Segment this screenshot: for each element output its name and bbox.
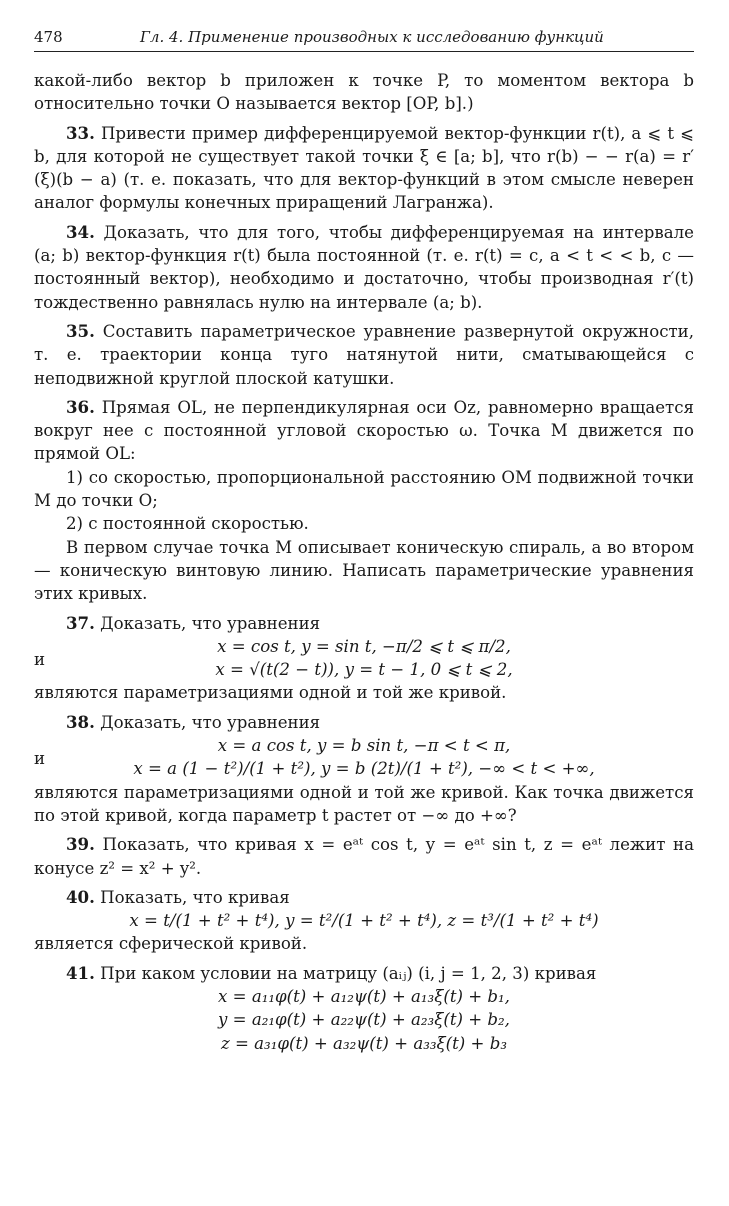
equation: x = a cos t, y = b sin t, −π < t < π, [217, 736, 511, 756]
problem-number: 39. [66, 834, 95, 855]
problem-32-continuation: какой-либо вектор b приложен к точке P, то моментом вектора b относительно точки O называется вектор [OP, b].) [34, 71, 694, 114]
equation: x = √(t(2 − t)), y = t − 1, 0 ⩽ t ⩽ 2, [215, 660, 513, 680]
running-title: Гл. 4. Применение производных к исследованию функций [140, 28, 604, 46]
problem-36-conclusion: В первом случае точка M описывает коническую спираль, а во втором — коническую винтовую линию. Написать параметрические уравнения этих кривых. [34, 537, 694, 604]
problem-text: Показать, что кривая [100, 887, 290, 907]
problem-number: 35. [66, 320, 95, 341]
problem-text: Прямая OL, не перпендикулярная оси Oz, равномерно вращается вокруг нее с постоянной угловой скоростью ω. Точка M движется по прямой OL: [34, 397, 694, 464]
problem-33 [34, 122, 694, 215]
problem-35 [34, 320, 694, 390]
problem-number: 40. [66, 886, 95, 907]
problem-text: Привести пример дифференцируемой вектор-функции r(t), a ⩽ t ⩽ b, для которой не существует такой точки ξ ∈ [a; b], что r(b) − − r(a) = r′(ξ)(b − a) (т. е. показать, что для вектор-функций в этом смысле неверен аналог формулы конечных приращений Лагранжа). [34, 123, 694, 213]
problem-text: Составить параметрическое уравнение развернутой окружности, т. е. траектории конца туго натянутой нити, сматывающейся с неподвижной круглой плоской катушки. [34, 321, 694, 388]
equation: z = a₃₁φ(t) + a₃₂ψ(t) + a₃₃ξ(t) + b₃ [220, 1033, 508, 1053]
problem-number: 37. [66, 612, 95, 633]
problem-37 [34, 612, 694, 635]
problem-text: Показать, что кривая x = eᵃᵗ cos t, y = eᵃᵗ sin t, z = eᵃᵗ лежит на конусе z² = x² + y². [34, 835, 694, 878]
running-header [34, 28, 694, 52]
problem-38-end: являются параметризациями одной и той же кривой. Как точка движется по этой кривой, когда параметр t растет от −∞ до +∞? [34, 782, 694, 825]
problem-number: 36. [66, 396, 95, 417]
problem-number: 41. [66, 962, 95, 983]
problem-34 [34, 221, 694, 314]
equation-row [34, 650, 694, 681]
problem-text: При каком условии на матрицу (aᵢⱼ) (i, j = 1, 2, 3) кривая [100, 963, 597, 983]
problem-number: 38. [66, 711, 95, 732]
problem-text: Доказать, что для того, чтобы дифференцируемая на интервале (a; b) вектор-функция r(t) была постоянной (т. е. r(t) = c, a < t < < b, c — постоянный вектор), необходимо и достаточно, чтобы производная r′(t) тождественно равнялась нулю на интервале (a; b). [34, 222, 694, 312]
problem-41 [34, 962, 694, 985]
problem-40-end: является сферической кривой. [34, 934, 308, 954]
problem-36-case-2: 2) с постоянной скоростью. [66, 514, 309, 534]
problem-number: 34. [66, 221, 95, 242]
page-number: 478 [34, 28, 63, 46]
problem-38 [34, 711, 694, 734]
problem-37-end: являются параметризациями одной и той же кривой. [34, 683, 507, 703]
conjunction: и [34, 650, 46, 670]
equation: x = a₁₁φ(t) + a₁₂ψ(t) + a₁₃ξ(t) + b₁, [218, 986, 510, 1006]
equation: x = cos t, y = sin t, −π/2 ⩽ t ⩽ π/2, [217, 636, 511, 656]
problem-36 [34, 396, 694, 466]
problem-40 [34, 886, 694, 909]
conjunction: и [34, 749, 46, 769]
book-page [34, 28, 694, 1055]
problem-number: 33. [66, 122, 95, 143]
problem-text: Доказать, что уравнения [100, 613, 321, 633]
problem-text: Доказать, что уравнения [100, 712, 321, 732]
page-body [34, 69, 694, 1055]
equation-row [34, 749, 694, 780]
problem-36-case-1: 1) со скоростью, пропорциональной расстоянию OM подвижной точки M до точки O; [34, 467, 694, 511]
problem-39 [34, 833, 694, 880]
equation: y = a₂₁φ(t) + a₂₂ψ(t) + a₂₃ξ(t) + b₂, [218, 1010, 510, 1030]
equation: x = t/(1 + t² + t⁴), y = t²/(1 + t² + t⁴), z = t³/(1 + t² + t⁴) [129, 911, 599, 931]
equation: x = a (1 − t²)/(1 + t²), y = b (2t)/(1 + t²), −∞ < t < +∞, [133, 759, 595, 779]
